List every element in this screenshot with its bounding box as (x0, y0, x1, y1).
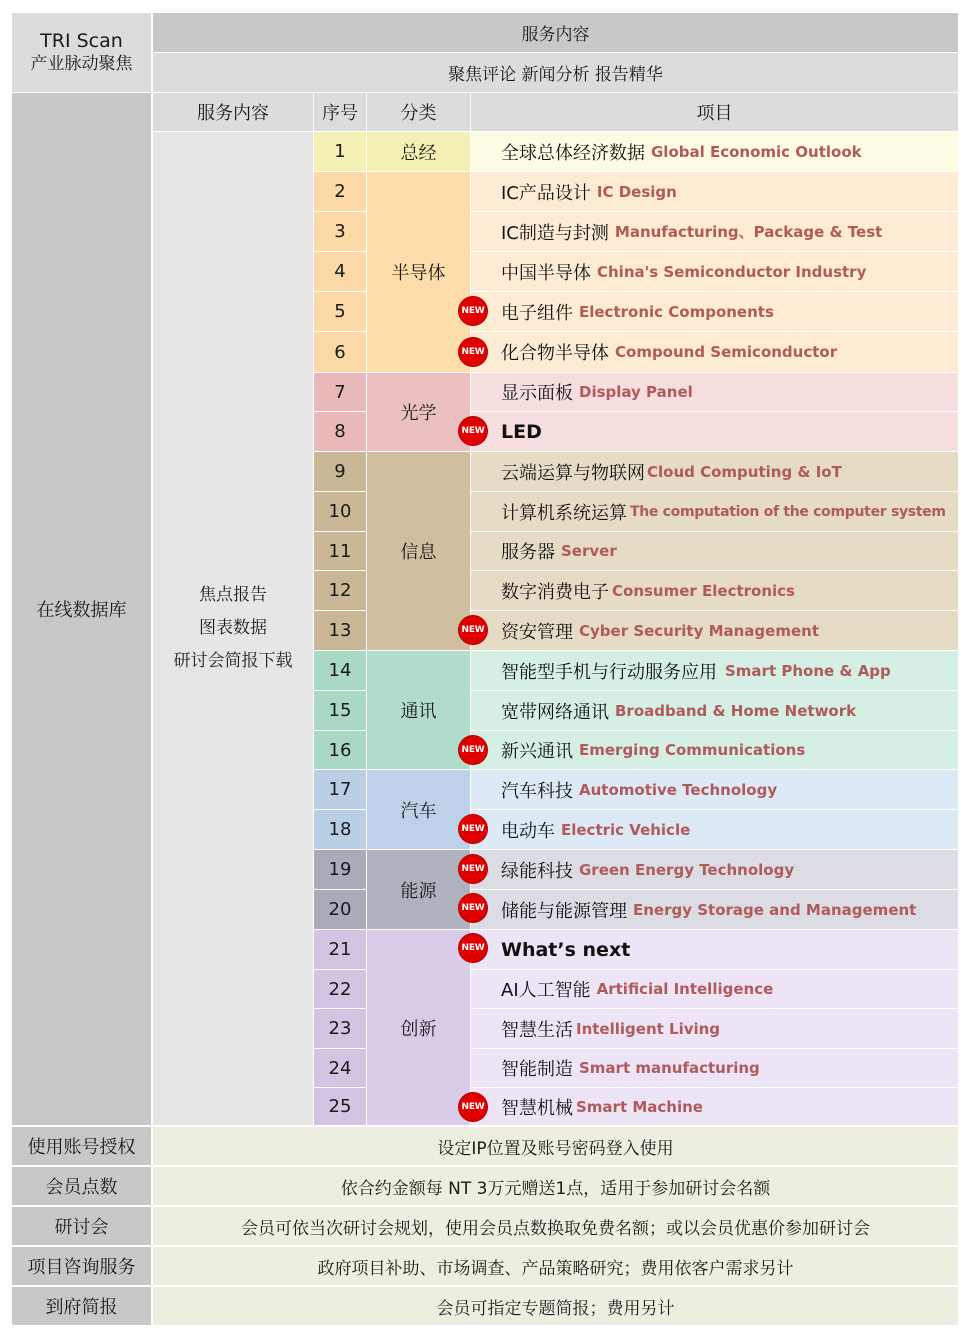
new-badge-icon: NEW (459, 417, 487, 445)
item-en: Server (561, 542, 617, 560)
item-en: Emerging Communications (579, 741, 806, 759)
item-zh: 计算机系统运算 (501, 502, 627, 524)
item-zh: 全球总体经济数据 (501, 142, 645, 164)
item-en: Automotive Technology (579, 780, 778, 799)
item-zh: 显示面板 (501, 383, 573, 404)
item-zh: AI人工智能 (501, 980, 591, 1001)
seq-cell: 2 (314, 172, 366, 211)
header-service-content: 服务内容 (153, 13, 958, 52)
new-badge-icon: NEW (459, 815, 487, 843)
item-zh: 云端运算与物联网 (501, 462, 645, 484)
item-en: Green Energy Technology (579, 860, 795, 879)
seq-cell: 1 (314, 132, 366, 171)
list-item[interactable] (471, 930, 958, 969)
list-item[interactable] (471, 970, 958, 1008)
list-item[interactable] (471, 172, 958, 211)
item-en: Cyber Security Management (579, 621, 819, 640)
seq-cell: 4 (314, 252, 366, 291)
item-en: Compound Semiconductor (615, 343, 838, 361)
list-item[interactable] (471, 332, 958, 372)
item-zh: What’s next (501, 938, 631, 961)
header-subtitle: 聚焦评论 新闻分析 报告精华 (153, 53, 958, 92)
service-chart-data: 图表数据 (199, 618, 267, 638)
seq-cell: 11 (314, 532, 366, 570)
category-innovation: 创新 (367, 930, 470, 1125)
brand-name: TRI Scan (40, 30, 123, 52)
footer-value-seminar: 会员可依当次研讨会规划，使用会员点数换取免费名额；或以会员优惠价参加研讨会 (153, 1207, 958, 1245)
item-zh: LED (501, 420, 542, 443)
list-item[interactable] (471, 770, 958, 809)
footer-label-points: 会员点数 (12, 1167, 151, 1205)
category-energy: 能源 (367, 850, 470, 929)
footer-label-seminar: 研讨会 (12, 1207, 151, 1245)
item-en: Broadband & Home Network (615, 701, 857, 720)
list-item[interactable] (471, 611, 958, 650)
item-zh: 智慧机械 (501, 1097, 573, 1119)
footer-value-account: 设定IP位置及账号密码登入使用 (153, 1127, 958, 1165)
new-badge-icon: NEW (459, 338, 487, 366)
item-en: Smart Phone & App (725, 661, 891, 680)
footer-label-account: 使用账号授权 (12, 1127, 151, 1165)
category-semiconductor: 半导体 (367, 172, 470, 372)
list-item[interactable] (471, 691, 958, 730)
seq-cell: 23 (314, 1009, 366, 1048)
footer-value-consulting: 政府项目补助、市场调查、产品策略研究；费用依客户需求另计 (153, 1247, 958, 1285)
footer-label-consulting: 项目咨询服务 (12, 1247, 151, 1285)
new-badge-icon: NEW (459, 297, 487, 325)
database-service-list (153, 132, 313, 1125)
column-header-category: 分类 (367, 93, 470, 131)
item-zh: 数字消费电子 (501, 581, 609, 603)
new-badge-icon: NEW (459, 934, 487, 962)
seq-cell: 8 (314, 412, 366, 451)
item-en: Consumer Electronics (612, 581, 795, 600)
list-item[interactable] (471, 292, 958, 331)
seq-cell: 12 (314, 571, 366, 610)
item-en: IC Design (596, 182, 677, 201)
item-en: Artificial Intelligence (596, 980, 774, 998)
service-focus-report: 焦点报告 (199, 585, 267, 605)
list-item[interactable] (471, 373, 958, 411)
brand-cell (12, 13, 151, 92)
item-en: Smart Machine (576, 1097, 703, 1116)
new-badge-icon: NEW (459, 1093, 487, 1121)
seq-cell: 5 (314, 292, 366, 331)
seq-cell: 16 (314, 731, 366, 769)
list-item[interactable] (471, 890, 958, 929)
list-item[interactable] (471, 850, 958, 889)
item-zh: 智慧生活 (501, 1019, 573, 1041)
item-en: Manufacturing、Package & Test (614, 223, 883, 241)
item-en: Electronic Components (579, 302, 774, 321)
seq-cell: 19 (314, 850, 366, 889)
item-zh: 电动车 (501, 820, 555, 842)
category-automotive: 汽车 (367, 770, 470, 849)
column-header-seq: 序号 (314, 93, 366, 131)
item-zh: 绿能科技 (501, 860, 573, 882)
item-en: Display Panel (579, 383, 693, 401)
item-en: Intelligent Living (576, 1019, 721, 1038)
item-zh: IC制造与封测 (501, 222, 609, 244)
category-optics: 光学 (367, 373, 470, 451)
column-header-item: 项目 (471, 93, 958, 131)
seq-cell: 20 (314, 890, 366, 929)
list-item[interactable] (471, 571, 958, 610)
seq-cell: 7 (314, 373, 366, 411)
item-en: China's Semiconductor Industry (597, 262, 867, 281)
database-label: 在线数据库 (12, 93, 151, 1125)
seq-cell: 24 (314, 1049, 366, 1087)
item-zh: 智能制造 (501, 1059, 573, 1080)
seq-cell: 6 (314, 332, 366, 372)
seq-cell: 9 (314, 452, 366, 491)
service-seminar-download: 研讨会简报下载 (173, 651, 293, 671)
category-communications: 通讯 (367, 651, 470, 769)
list-item[interactable] (471, 810, 958, 849)
list-item[interactable] (471, 252, 958, 291)
item-zh: 资安管理 (501, 621, 573, 643)
list-item[interactable] (471, 212, 958, 251)
category-macro: 总经 (367, 132, 470, 171)
seq-cell: 10 (314, 492, 366, 531)
footer-value-points: 依合约金额每 NT 3万元赠送1点，适用于参加研讨会名额 (153, 1167, 958, 1205)
seq-cell: 15 (314, 691, 366, 730)
seq-cell: 17 (314, 770, 366, 809)
item-zh: 储能与能源管理 (501, 900, 627, 922)
item-en: Energy Storage and Management (633, 900, 917, 919)
new-badge-icon: NEW (459, 616, 487, 644)
new-badge-icon: NEW (459, 736, 487, 764)
item-en: Global Economic Outlook (651, 142, 862, 161)
item-en: Cloud Computing & IoT (647, 462, 842, 481)
item-zh: 汽车科技 (501, 780, 573, 802)
item-zh: 化合物半导体 (501, 343, 609, 364)
item-zh: 智能型手机与行动服务应用 (501, 661, 717, 683)
seq-cell: 14 (314, 651, 366, 690)
list-item[interactable] (471, 1049, 958, 1087)
item-zh: 电子组件 (501, 302, 573, 324)
column-header-service: 服务内容 (153, 93, 313, 131)
list-item[interactable] (471, 132, 958, 171)
seq-cell: 18 (314, 810, 366, 849)
list-item[interactable] (471, 412, 958, 451)
list-item[interactable] (471, 492, 958, 531)
seq-cell: 25 (314, 1088, 366, 1125)
seq-cell: 3 (314, 212, 366, 251)
category-information: 信息 (367, 452, 470, 650)
item-en: The computation of the computer system (630, 503, 946, 520)
footer-label-onsite: 到府简报 (12, 1287, 151, 1325)
item-en: Smart manufacturing (579, 1059, 760, 1077)
item-zh: 新兴通讯 (501, 741, 573, 762)
list-item[interactable] (471, 731, 958, 769)
item-zh: 宽带网络通讯 (501, 701, 609, 723)
item-en: Electric Vehicle (561, 820, 691, 839)
item-zh: IC产品设计 (501, 182, 591, 204)
seq-cell: 21 (314, 930, 366, 969)
item-zh: 服务器 (501, 542, 555, 563)
list-item[interactable] (471, 532, 958, 570)
seq-cell: 22 (314, 970, 366, 1008)
footer-value-onsite: 会员可指定专题简报；费用另计 (153, 1287, 958, 1325)
new-badge-icon: NEW (459, 855, 487, 883)
brand-tagline: 产业脉动聚焦 (30, 53, 133, 74)
list-item[interactable] (471, 1088, 958, 1125)
list-item[interactable] (471, 1009, 958, 1048)
item-zh: 中国半导体 (501, 262, 591, 284)
list-item[interactable] (471, 651, 958, 690)
seq-cell: 13 (314, 611, 366, 650)
list-item[interactable] (471, 452, 958, 491)
new-badge-icon: NEW (459, 894, 487, 922)
